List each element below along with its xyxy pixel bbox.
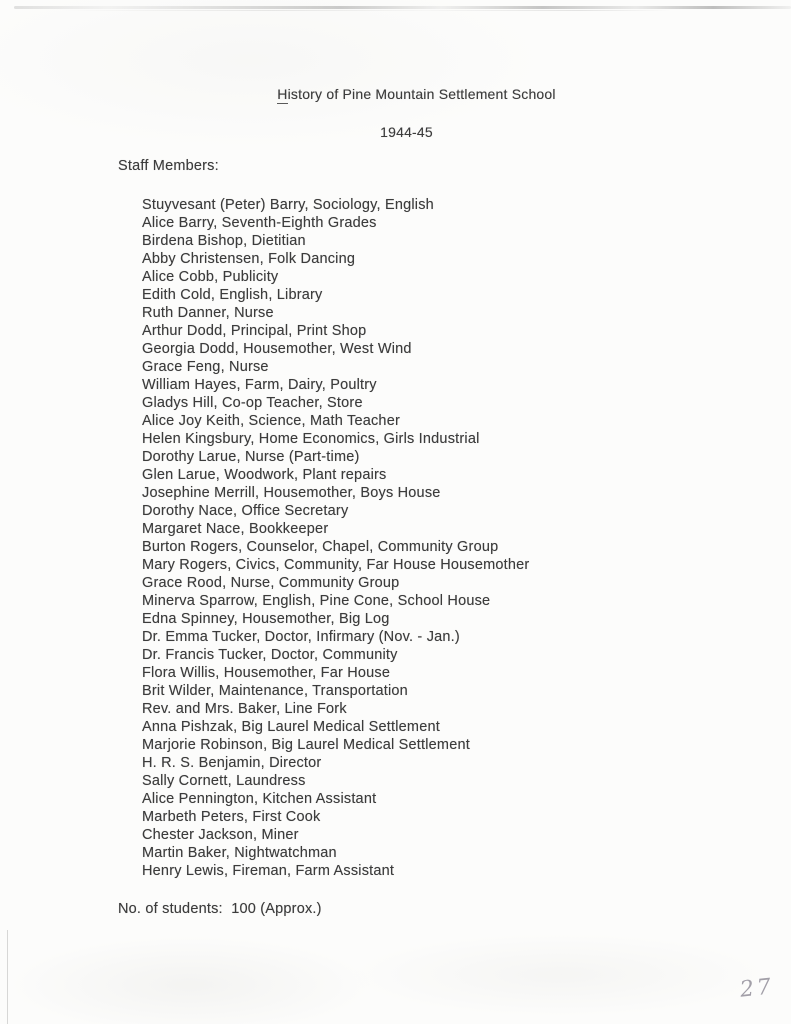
staff-list: [142, 196, 529, 880]
staff-entry: Burton Rogers, Counselor, Chapel, Community Group: [142, 539, 499, 555]
staff-entry: Rev. and Mrs. Baker, Line Fork: [142, 701, 347, 717]
staff-entry: Gladys Hill, Co-op Teacher, Store: [142, 395, 363, 411]
staff-entry: Edith Cold, English, Library: [142, 287, 323, 303]
staff-entry: Alice Barry, Seventh-Eighth Grades: [142, 215, 377, 231]
staff-entry: Flora Willis, Housemother, Far House: [142, 665, 391, 681]
staff-entry: Ruth Danner, Nurse: [142, 305, 274, 321]
staff-entry: H. R. S. Benjamin, Director: [142, 755, 322, 771]
title-text: istory of Pine Mountain Settlement School: [287, 86, 556, 102]
staff-entry: Marbeth Peters, First Cook: [142, 809, 321, 825]
staff-entry: Dorothy Nace, Office Secretary: [142, 503, 349, 519]
document-year: 1944-45: [380, 124, 433, 140]
staff-entry: Glen Larue, Woodwork, Plant repairs: [142, 467, 387, 483]
staff-entry: Stuyvesant (Peter) Barry, Sociology, English: [142, 197, 434, 213]
staff-entry: Birdena Bishop, Dietitian: [142, 233, 306, 249]
staff-entry: Margaret Nace, Bookkeeper: [142, 521, 329, 537]
staff-entry: Edna Spinney, Housemother, Big Log: [142, 611, 390, 627]
staff-entry: Dr. Francis Tucker, Doctor, Community: [142, 647, 398, 663]
staff-entry: Chester Jackson, Miner: [142, 827, 299, 843]
scan-top-edge-artifact-secondary: [60, 10, 671, 11]
staff-entry: Brit Wilder, Maintenance, Transportation: [142, 683, 408, 699]
scan-left-page-edge-artifact: [7, 930, 8, 1024]
staff-members-label: Staff Members:: [118, 158, 219, 174]
staff-entry: Dorothy Larue, Nurse (Part-time): [142, 449, 360, 465]
staff-entry: Marjorie Robinson, Big Laurel Medical Settlement: [142, 737, 470, 753]
staff-entry: Alice Pennington, Kitchen Assistant: [142, 791, 377, 807]
staff-entry: Helen Kingsbury, Home Economics, Girls Industrial: [142, 431, 480, 447]
staff-entry: Henry Lewis, Fireman, Farm Assistant: [142, 863, 395, 879]
staff-entry: Sally Cornett, Laundress: [142, 773, 306, 789]
title-underlined-letter: H: [277, 86, 288, 102]
scan-top-edge-artifact: [14, 6, 791, 9]
staff-entry: Grace Feng, Nurse: [142, 359, 269, 375]
staff-entry: Anna Pishzak, Big Laurel Medical Settlement: [142, 719, 440, 735]
staff-entry: Mary Rogers, Civics, Community, Far House Housemother: [142, 557, 530, 573]
document-title: [0, 86, 791, 102]
staff-entry: William Hayes, Farm, Dairy, Poultry: [142, 377, 377, 393]
staff-entry: Josephine Merrill, Housemother, Boys House: [142, 485, 441, 501]
staff-entry: Georgia Dodd, Housemother, West Wind: [142, 341, 412, 357]
staff-entry: Arthur Dodd, Principal, Print Shop: [142, 323, 367, 339]
staff-entry: Dr. Emma Tucker, Doctor, Infirmary (Nov. - Jan.): [142, 629, 460, 645]
staff-entry: Grace Rood, Nurse, Community Group: [142, 575, 400, 591]
staff-entry: Alice Cobb, Publicity: [142, 269, 279, 285]
handwritten-page-number: 27: [738, 974, 776, 1003]
staff-entry: Martin Baker, Nightwatchman: [142, 845, 337, 861]
staff-entry: Minerva Sparrow, English, Pine Cone, School House: [142, 593, 491, 609]
student-count-line: No. of students: 100 (Approx.): [118, 901, 322, 917]
staff-entry: Abby Christensen, Folk Dancing: [142, 251, 356, 267]
staff-entry: Alice Joy Keith, Science, Math Teacher: [142, 413, 400, 429]
